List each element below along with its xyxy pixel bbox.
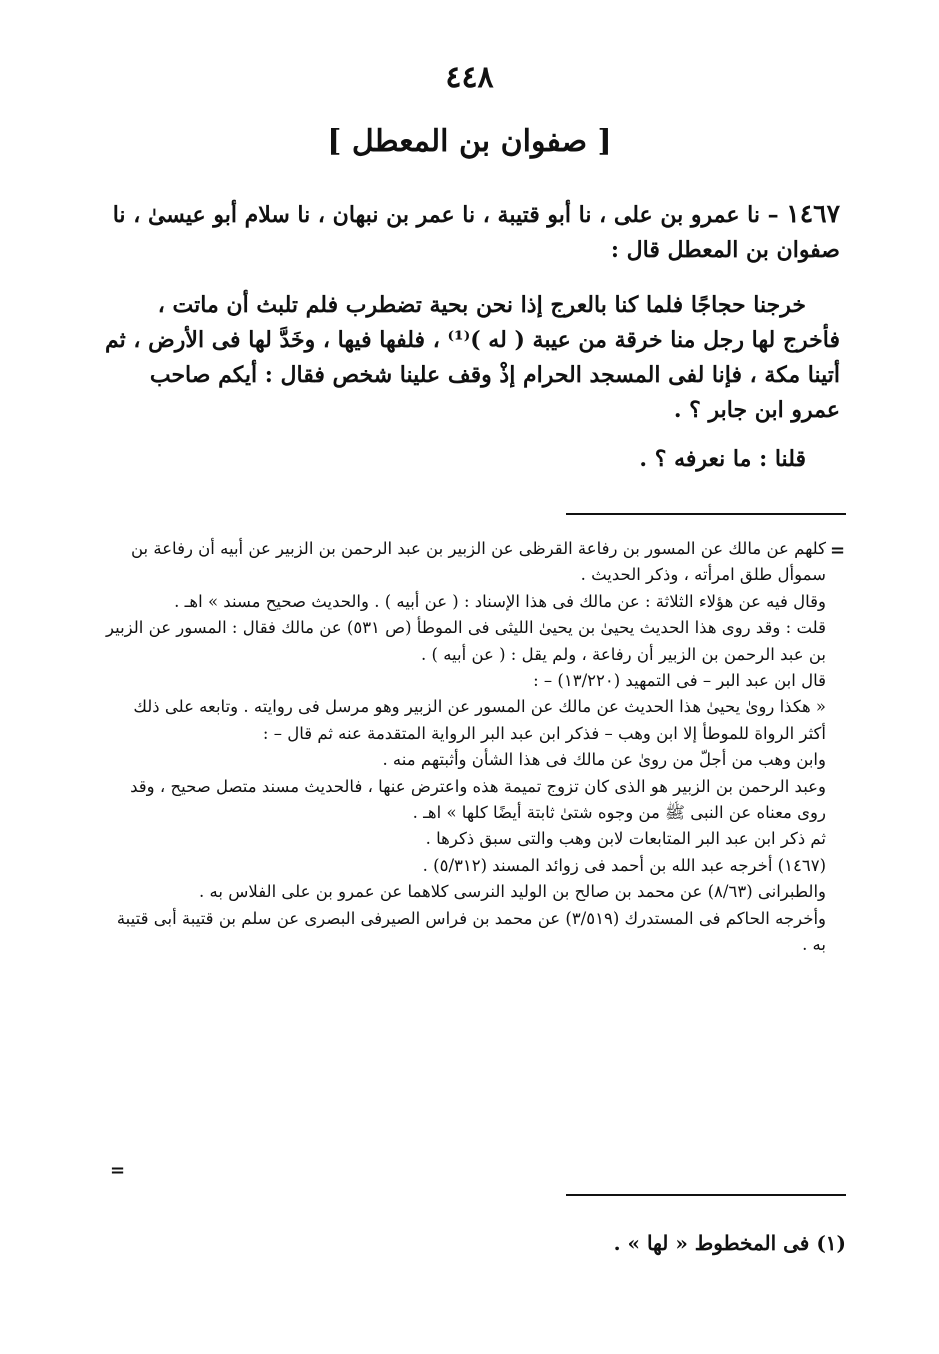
hadith-matn: خرجنا حجاجًا فلما كنا بالعرج إذا نحن بحية تضطرب فلم تلبث أن ماتت ، فأخرج لها رجل منا خرقة من عيبة ( له )⁽¹⁾ ، فلفها فيها ، وخَدَّ لها فى الأرض ، ثم أتينا مكة ، فإنا لفى المسجد الحرام إذْ وقف علينا شخص فقال : أيكم صاحب عمرو ابن جابر ؟ .: [105, 292, 840, 423]
continuation-marker-bottom: =: [110, 1160, 126, 1181]
note-paragraph: وأخرجه الحاكم فى المستدرك (٣/٥١٩) عن محمد بن فراس الصيرفى البصرى عن سلم بن قتيبة أبى قتيبة به .: [116, 908, 826, 955]
hadith-isnad-paragraph: [100, 196, 840, 268]
note-paragraph: ثم ذكر ابن عبد البر المتابعات لابن وهب والتى سبق ذكرها .: [425, 829, 826, 849]
hadith-main-text: [100, 196, 840, 477]
note-paragraph: وقال فيه عن هؤلاء الثلاثة : عن مالك فى هذا الإسناد : ( عن أبيه ) . والحديث صحيح مسند » اهـ .: [174, 591, 826, 611]
note-paragraph: (١٤٦٧) أخرجه عبد الله بن أحمد فى زوائد المسند (٥/٣١٢) .: [422, 855, 826, 875]
footnote-divider: [566, 1194, 846, 1196]
note-paragraph: وابن وهب من أجلّ من روىٰ عن مالك فى هذا الشأن وأثبتهم منه .: [382, 750, 826, 770]
hadith-closing: قلنا : ما نعرفه ؟ .: [639, 446, 806, 472]
note-paragraph: وعبد الرحمن بن الزبير هو الذى كان تزوج تميمة هذه واعترض عنها ، فالحديث مسند متصل صحيح ، وقد روى معناه عن النبى ﷺ من وجوه شتىٰ ثابتة أيضًا كلها » اهـ .: [130, 776, 826, 823]
note-paragraph: والطبرانى (٨/٦٣) عن محمد بن صالح بن الوليد النرسى كلاهما عن عمرو بن على الفلاس به .: [199, 882, 826, 902]
notes-divider: [566, 513, 846, 515]
footnote: (١) فى المخطوط « لها » .: [613, 1231, 846, 1255]
hadith-number: ١٤٦٧: [786, 199, 840, 228]
page-number: ٤٤٨: [445, 60, 494, 95]
note-paragraph: « هكذا روىٰ يحيىٰ هذا الحديث عن مالك عن المسور عن الزبير وهو مرسل فى روايته . وتابعه على ذلك أكثر الرواة للموطأ إلا ابن وهب – فذكر ابن عبد البر الرواية المتقدمة عنه ثم قال – :: [133, 697, 826, 743]
chapter-title: [ صفوان بن المعطل ]: [327, 124, 612, 159]
note-paragraph: كلهم عن مالك عن المسور بن رفاعة القرظى عن الزبير بن عبد الرحمن بن الزبير عن أبيه أن رفاعة بن سموأل طلق امرأته ، وذكر الحديث .: [130, 539, 826, 585]
commentary-notes: [104, 536, 826, 959]
note-paragraph: قال ابن عبد البر – فى التمهيد (١٣/٢٢٠) – :: [533, 671, 826, 691]
note-paragraph: قلت : وقد روى هذا الحديث يحيىٰ بن يحيىٰ الليثى فى الموطأ (ص ٥٣١) عن مالك فقال : المسور عن الزبير بن عبد الرحمن بن الزبير أن رفاعة ، ولم يقل : ( عن أبيه ) .: [106, 618, 826, 664]
hadith-isnad: – نا عمرو بن على ، نا أبو قتيبة ، نا عمر بن نبهان ، نا سلام أبو عيسىٰ ، نا صفوان بن المعطل قال :: [112, 202, 840, 263]
continuation-marker-top: =: [830, 540, 846, 561]
